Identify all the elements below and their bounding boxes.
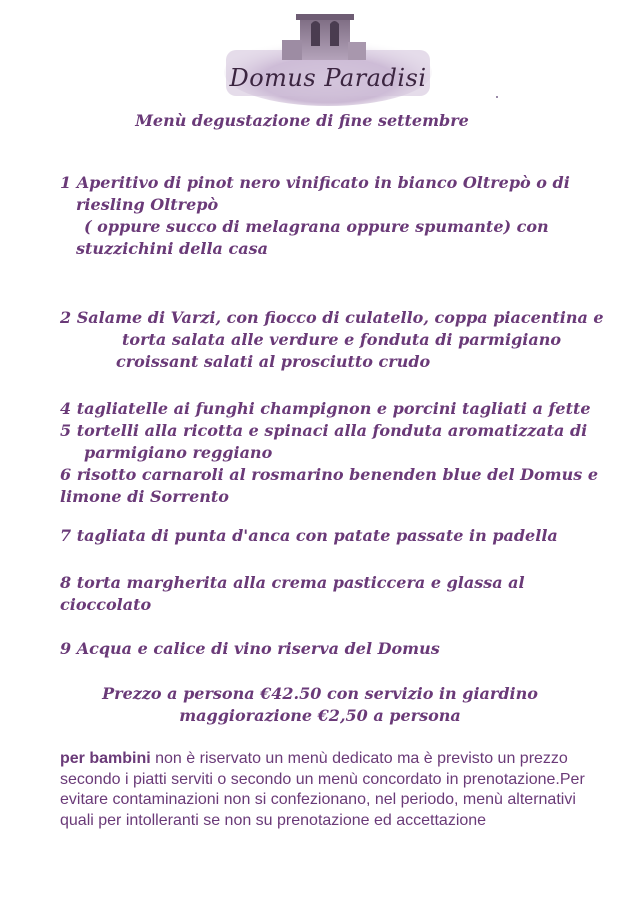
menu-item-line: 7 tagliata di punta d'anca con patate passate in padella: [60, 526, 558, 545]
logo-text: Domus Paradisi: [229, 64, 427, 92]
menu-item-line: 9 Acqua e calice di vino riserva del Domus: [60, 639, 440, 658]
menu-item-line: riesling Oltrepò: [76, 195, 219, 214]
logo: [222, 10, 434, 108]
menu-item-line: 1 Aperitivo di pinot nero vinificato in bianco Oltrepò o di: [60, 173, 570, 192]
children-note-text: non è riservato un menù dedicato ma è previsto un prezzo secondo i piatti serviti o secondo un menù concordato in prenotazione.Per evitare contaminazioni non si confezionano, nel periodo, menù alternativi quali per intolleranti se non su prenotazione ed accettazione: [60, 750, 585, 829]
menu-item-line: croissant salati al prosciutto crudo: [116, 352, 431, 371]
scan-speck: [496, 96, 498, 98]
children-note-label: per bambini: [60, 750, 151, 767]
menu-item-line: torta salata alle verdure e fonduta di parmigiano: [122, 330, 561, 349]
children-note: [60, 749, 600, 831]
price-surcharge-line: maggiorazione €2,50 a persona: [179, 706, 461, 725]
menu-item-line: stuzzichini della casa: [76, 239, 268, 258]
logo-emblem: [222, 10, 434, 108]
menu-item-line: 6 risotto carnaroli al rosmarino benenden blue del Domus e: [60, 465, 598, 484]
menu-item-line: cioccolato: [60, 595, 152, 614]
menu-item-line: 8 torta margherita alla crema pasticcera e glassa al: [60, 573, 525, 592]
menu-item-line: 2 Salame di Varzi, con fiocco di culatello, coppa piacentina e: [60, 308, 604, 327]
menu-item-line: ( oppure succo di melagrana oppure spumante) con: [84, 217, 549, 236]
menu-item-line: 5 tortelli alla ricotta e spinaci alla fonduta aromatizzata di: [60, 421, 588, 440]
menu-item-line: 4 tagliatelle ai funghi champignon e porcini tagliati a fette: [60, 399, 591, 418]
menu-item-line: limone di Sorrento: [60, 487, 229, 506]
price-line: Prezzo a persona €42.50 con servizio in giardino: [102, 684, 538, 703]
menu-item-line: parmigiano reggiano: [84, 443, 273, 462]
menu-title: Menù degustazione di fine settembre: [135, 111, 469, 130]
